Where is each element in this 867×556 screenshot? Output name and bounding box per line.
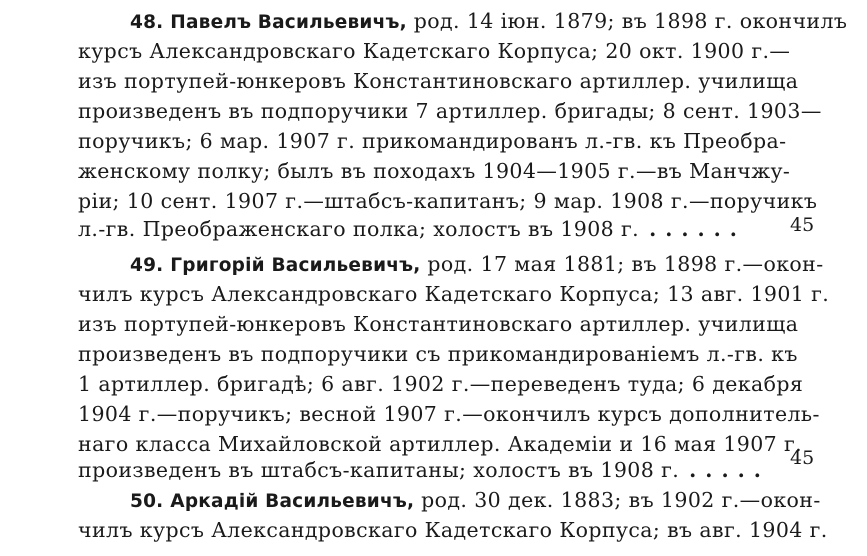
- person-name: Павелъ Васильевичъ,: [170, 12, 407, 33]
- page-reference: 45: [790, 447, 815, 469]
- entry-number: 48.: [130, 12, 164, 33]
- entry-text-line: изъ портупей-юнкеровъ Константиновскаго артиллер. училища: [78, 69, 799, 93]
- entry-text-line: поручикъ; 6 мар. 1907 г. прикомандированъ л.-гв. къ Преобра-: [78, 129, 787, 153]
- entry-text: род. 30 дек. 1883; въ 1902 г.—окон-: [414, 488, 821, 512]
- page-reference: 45: [790, 214, 815, 236]
- entry-text-line: женскому полку; былъ въ походахъ 1904—1905 г.—въ Манчжу-: [78, 159, 791, 183]
- entry-text: л.-гв. Преображенскаго полка; холостъ въ 1908 г.: [78, 217, 640, 241]
- dot-leader: .....: [689, 458, 770, 482]
- entry-text-line: чилъ курсъ Александровскаго Кадетскаго Корпуса; въ авг. 1904 г.: [78, 518, 828, 542]
- entry-number: 49.: [130, 255, 164, 276]
- entry-text-line: чилъ курсъ Александровскаго Кадетскаго Корпуса; 13 авг. 1901 г.: [78, 282, 830, 306]
- entry-text-line: произведенъ въ подпоручики 7 артиллер. бригады; 8 сент. 1903—: [78, 99, 822, 123]
- entry-text-line: 1904 г.—поручикъ; весной 1907 г.—окончилъ курсъ дополнитель-: [78, 402, 820, 426]
- entry-heading-line: [130, 6, 848, 36]
- person-name: Аркадій Васильевичъ,: [170, 491, 415, 512]
- entry-text-line: наго класса Михайловской артиллер. Академіи и 16 мая 1907 г.: [78, 432, 803, 456]
- entry-text-line: курсъ Александровскаго Кадетскаго Корпуса; 20 окт. 1900 г.—: [78, 39, 791, 63]
- entry-text: произведенъ въ штабсъ-капитаны; холостъ въ 1908 г.: [78, 458, 680, 482]
- entry-text: род. 14 іюн. 1879; въ 1898 г. окончилъ: [406, 9, 848, 33]
- person-name: Григорій Васильевичъ,: [170, 255, 421, 276]
- entry-text: род. 17 мая 1881; въ 1898 г.—окон-: [420, 252, 824, 276]
- dot-leader: ......: [649, 217, 746, 241]
- entry-heading-line: [130, 249, 824, 279]
- entry-text-line: изъ портупей-юнкеровъ Константиновскаго артиллер. училища: [78, 312, 799, 336]
- entry-last-line: [78, 455, 778, 485]
- entry-number: 50.: [130, 491, 164, 512]
- entry-heading-line: [130, 485, 821, 515]
- entry-last-line: [78, 214, 778, 244]
- entry-text-line: 1 артиллер. бригадѣ; 6 авг. 1902 г.—переведенъ туда; 6 декабря: [78, 372, 804, 396]
- entry-text-line: ріи; 10 сент. 1907 г.—штабсъ-капитанъ; 9 мар. 1908 г.—поручикъ: [78, 189, 818, 213]
- entry-text-line: произведенъ въ подпоручики съ прикомандированіемъ л.-гв. къ: [78, 342, 798, 366]
